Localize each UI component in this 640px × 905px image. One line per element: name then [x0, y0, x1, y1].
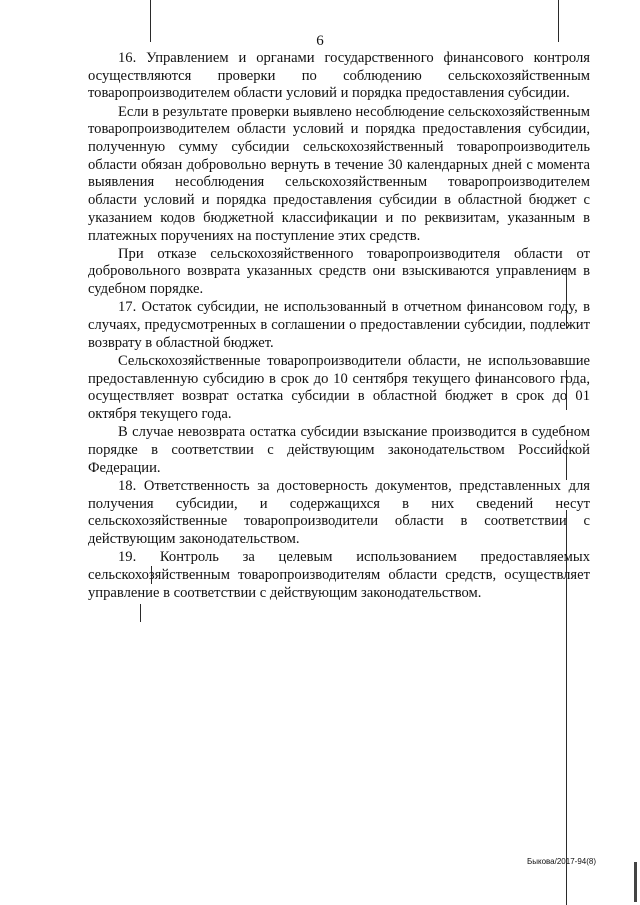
paragraph-17: 17. Остаток субсидии, не использованный в отчетном финансовом году, в случаях, предусмотренных в соглашении о предоставлении субсидии, подлежит возврату в областной бюджет.: [88, 299, 590, 351]
paragraph-16: 16. Управлением и органами государственного финансового контроля осуществляются проверки по соблюдению сельскохозяйственным товаропроизводителем области условий и порядка предоставления субсидии.: [88, 50, 590, 102]
scan-mark-right-edge: [634, 862, 637, 902]
paragraph-18: 18. Ответственность за достоверность документов, представленных для получения субсидии, и содержащихся в них сведений несут сельскохозяйственные товаропроизводители области в соответствии с действующим законодательством.: [88, 477, 590, 547]
paragraph-refusal: При отказе сельскохозяйственного товаропроизводителя области от добровольного возврата указанных средств они взыскиваются управлением в судебном порядке.: [88, 245, 590, 298]
paragraph-unused-subsidy: Сельскохозяйственные товаропроизводители области, не использовавшие предоставленную субсидию в срок до 10 сентября текущего финансового года, осуществляет возврат остатка субсидии в областной бюджет в срок до 01 октября текущего года.: [88, 352, 590, 423]
scan-line-inline-upr: [140, 604, 141, 622]
paragraph-19: 19. Контроль за целевым использованием предоставляемых сельскохозяйственным товаропроизводителям области средств, осуществляет управление в соответствии с действующим законодательством.: [88, 549, 590, 601]
paragraph-non-return: В случае невозврата остатка субсидии взыскание производится в судебном порядке в соответствии с действующим законодательством Российской Федерации.: [88, 424, 590, 476]
paragraph-return-subsidy: Если в результате проверки выявлено несоблюдение сельскохозяйственным товаропроизводителем области условий и порядка предоставления субсидии, полученную сумму субсидии сельскохозяйственный товаропроизводитель области обязан добровольно вернуть в течение 30 календарных дней с момента выявления несоблюдения сельскохозяйственным товаропроизводителем области условий и порядка предоставления субсидии в областной бюджет с указанием кодов бюджетной классификации и по реквизитам, указанным в платежных поручениях на поступление этих средств.: [88, 103, 590, 244]
page-number: 6: [316, 33, 324, 49]
footer-document-code: Быкова/2017-94(8): [526, 857, 596, 866]
document-body: [88, 50, 590, 602]
